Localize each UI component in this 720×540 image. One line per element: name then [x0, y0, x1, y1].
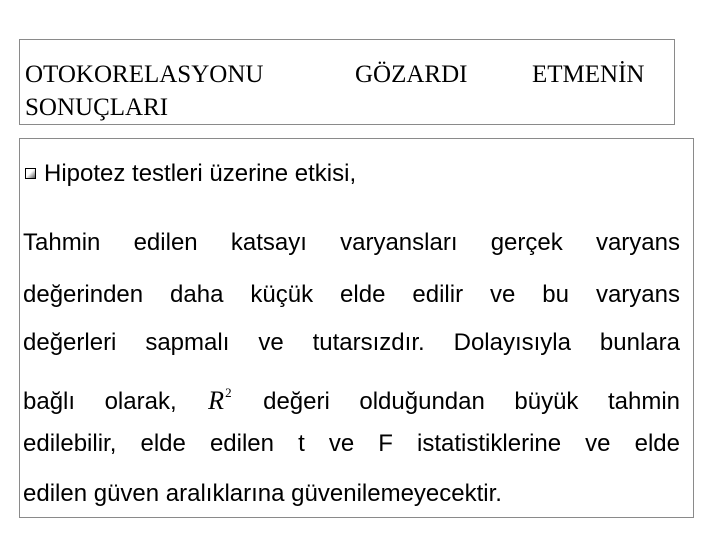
bullet-text: Hipotez testleri üzerine etkisi, [44, 160, 357, 187]
slide-content-box [19, 138, 694, 518]
paragraph-line-2: değerinden daha küçük elde edilir ve bu varyans [23, 281, 680, 308]
r-squared-formula [208, 378, 231, 416]
title-word-gozardi: GÖZARDI [355, 61, 468, 88]
title-word-otokorelasyonu: OTOKORELASYONU [25, 61, 264, 88]
title-line-1 [25, 60, 665, 90]
checkbox-square-bullet-icon [25, 168, 36, 179]
paragraph-line-4 [23, 378, 680, 415]
title-line-2: SONUÇLARI [25, 94, 169, 121]
formula-symbol: R [208, 386, 225, 415]
paragraph-line-3: değerleri sapmalı ve tutarsızdır. Dolayısıyla bunlara [23, 329, 680, 356]
bullet-item [25, 159, 356, 189]
paragraph-line-5: edilebilir, elde edilen t ve F istatistiklerine ve elde [23, 430, 680, 457]
paragraph-line-6: edilen güven aralıklarına güvenilemeyecektir. [23, 480, 502, 507]
formula-power: 2 [225, 385, 232, 400]
slide-title-box [19, 39, 675, 125]
line-4-suffix: değeri olduğundan büyük tahmin [263, 388, 680, 415]
paragraph-line-1: Tahmin edilen katsayı varyansları gerçek varyans [23, 229, 680, 256]
title-word-etmenin: ETMENİN [532, 61, 645, 88]
line-4-prefix: bağlı olarak, [23, 388, 177, 415]
